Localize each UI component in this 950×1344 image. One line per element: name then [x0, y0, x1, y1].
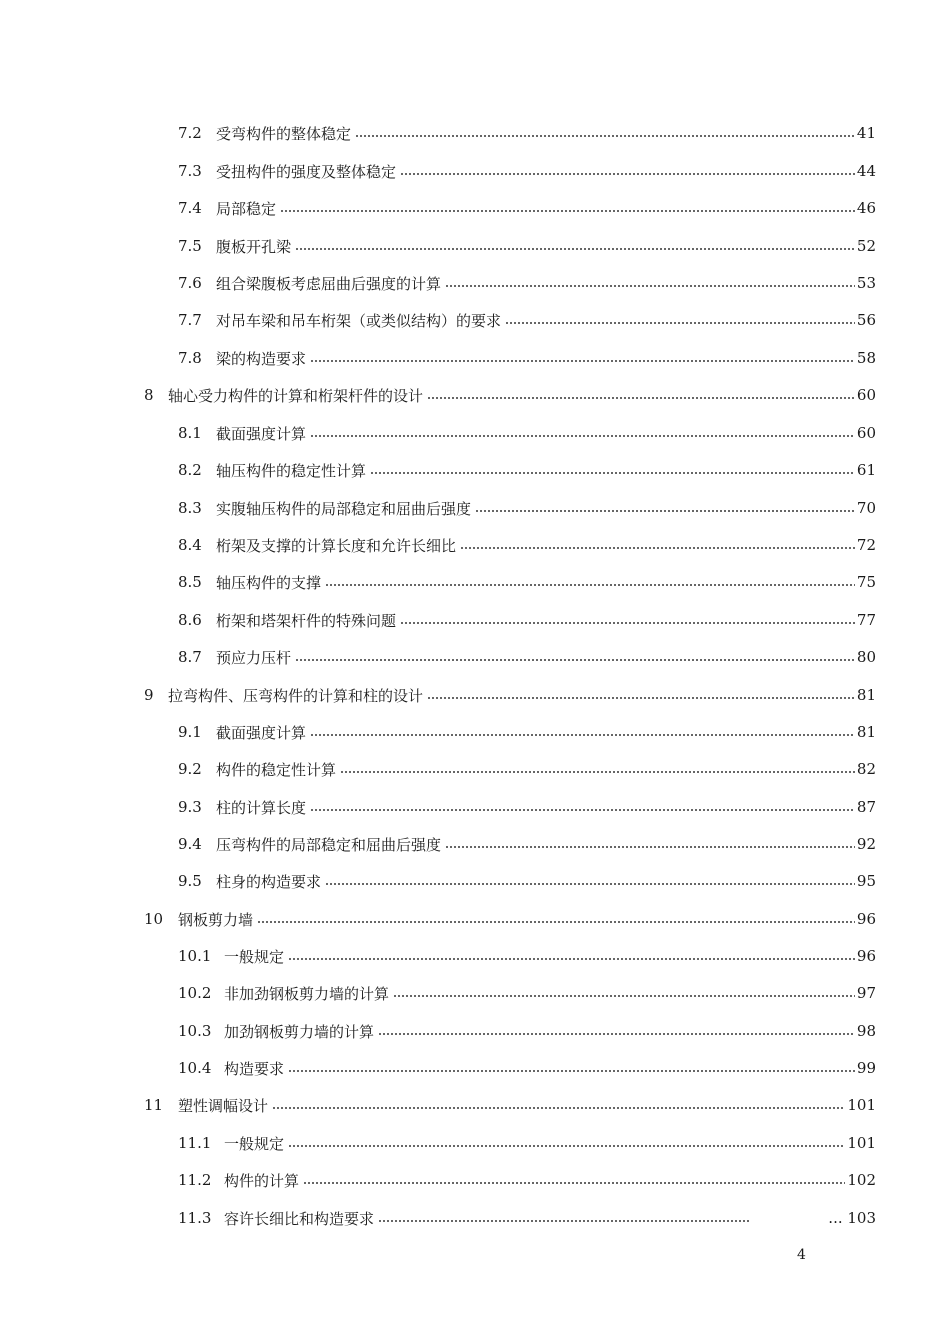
toc-title: 钢板剪力墙 [178, 910, 254, 929]
toc-entry[interactable] [178, 195, 876, 221]
toc-page-number: 56 [856, 311, 876, 329]
toc-page-number: 41 [856, 124, 876, 142]
toc-page-number: 81 [856, 723, 876, 741]
dot-leader [427, 690, 855, 700]
toc-entry[interactable] [178, 1205, 876, 1231]
toc-title: 构件的稳定性计算 [216, 760, 337, 779]
toc-entry[interactable] [178, 345, 876, 371]
dot-leader [310, 727, 855, 737]
toc-title: 局部稳定 [216, 199, 277, 218]
toc-title: 组合梁腹板考虑屈曲后强度的计算 [216, 274, 442, 293]
toc-title: 实腹轴压构件的局部稳定和屈曲后强度 [216, 499, 472, 518]
toc-title: 轴心受力构件的计算和桁架杆件的设计 [168, 386, 424, 405]
toc-page-number: 60 [856, 386, 876, 404]
toc-number: 7.3 [178, 162, 202, 180]
toc-number: 8 [144, 386, 154, 404]
dot-leader [400, 615, 855, 625]
toc-page-number: 99 [856, 1059, 876, 1077]
toc-entry[interactable] [178, 270, 876, 296]
toc-title: 一般规定 [224, 1134, 285, 1153]
toc-number: 8.3 [178, 499, 202, 517]
dot-leader [288, 1063, 855, 1073]
toc-title: 轴压构件的支撑 [216, 573, 322, 592]
toc-number: 8.6 [178, 611, 202, 629]
toc-page-number: 95 [856, 872, 876, 890]
toc-page-number: 96 [856, 910, 876, 928]
dot-leader [370, 465, 855, 475]
toc-entry[interactable] [178, 756, 876, 782]
toc-entry[interactable] [178, 719, 876, 745]
toc-page-number: 53 [856, 274, 876, 292]
dot-leader [272, 1100, 845, 1110]
toc-title: 受扭构件的强度及整体稳定 [216, 162, 397, 181]
dot-leader [257, 914, 855, 924]
toc-page-number: 52 [856, 237, 876, 255]
toc-page-number: 58 [856, 349, 876, 367]
dot-leader [460, 540, 855, 550]
toc-chapter-entry[interactable] [144, 1092, 876, 1118]
dot-leader [393, 988, 855, 998]
toc-number: 7.4 [178, 199, 202, 217]
toc-page-number: 92 [856, 835, 876, 853]
toc-number: 8.2 [178, 461, 202, 479]
toc-entry[interactable] [178, 831, 876, 857]
toc-number: 9.3 [178, 798, 202, 816]
dot-leader [295, 652, 855, 662]
toc-title: 容许长细比和构造要求 [224, 1209, 375, 1228]
dot-leader [303, 1175, 845, 1185]
dot-leader [378, 1026, 855, 1036]
toc-entry[interactable] [178, 569, 876, 595]
toc-title: 柱的计算长度 [216, 798, 307, 817]
toc-page-number: ... 103 [828, 1209, 876, 1227]
toc-number: 7.7 [178, 311, 202, 329]
dot-leader [505, 315, 855, 325]
dot-leader [340, 764, 855, 774]
toc-entry[interactable] [178, 1055, 876, 1081]
toc-page-number: 97 [856, 984, 876, 1002]
toc-page-number: 98 [856, 1022, 876, 1040]
toc-entry[interactable] [178, 532, 876, 558]
toc-entry[interactable] [178, 120, 876, 146]
toc-title: 预应力压杆 [216, 648, 292, 667]
toc-number: 11.1 [178, 1134, 212, 1152]
toc-number: 8.4 [178, 536, 202, 554]
toc-title: 柱身的构造要求 [216, 872, 322, 891]
toc-number: 9.5 [178, 872, 202, 890]
dot-leader [325, 577, 855, 587]
dot-leader [378, 1213, 750, 1223]
toc-number: 11.3 [178, 1209, 212, 1227]
toc-page-number: 96 [856, 947, 876, 965]
toc-page-number: 72 [856, 536, 876, 554]
toc-title: 对吊车梁和吊车桁架（或类似结构）的要求 [216, 311, 502, 330]
dot-leader [310, 802, 855, 812]
toc-title: 拉弯构件、压弯构件的计算和柱的设计 [168, 686, 424, 705]
dot-leader [355, 128, 855, 138]
toc-page-number: 102 [847, 1171, 876, 1189]
toc-chapter-entry[interactable] [144, 382, 876, 408]
toc-title: 截面强度计算 [216, 424, 307, 443]
toc-page-number: 70 [856, 499, 876, 517]
toc-title: 压弯构件的局部稳定和屈曲后强度 [216, 835, 442, 854]
toc-number: 8.1 [178, 424, 202, 442]
toc-number: 7.6 [178, 274, 202, 292]
toc-number: 8.7 [178, 648, 202, 666]
toc-page-number: 82 [856, 760, 876, 778]
dot-leader [400, 166, 855, 176]
toc-number: 9.4 [178, 835, 202, 853]
toc-chapter-entry[interactable] [144, 682, 876, 708]
toc-page-number: 61 [856, 461, 876, 479]
toc-title: 截面强度计算 [216, 723, 307, 742]
dot-leader [288, 1138, 845, 1148]
toc-title: 非加劲钢板剪力墙的计算 [224, 984, 390, 1003]
toc-entry[interactable] [178, 1130, 876, 1156]
toc-title: 加劲钢板剪力墙的计算 [224, 1022, 375, 1041]
toc-title: 构造要求 [224, 1059, 285, 1078]
toc-number: 10.2 [178, 984, 212, 1002]
toc-entry[interactable] [178, 457, 876, 483]
toc-entry[interactable] [178, 644, 876, 670]
toc-number: 7.5 [178, 237, 202, 255]
toc-number: 9 [144, 686, 154, 704]
toc-page-number: 101 [847, 1096, 876, 1114]
toc-entry[interactable] [178, 1167, 876, 1193]
dot-leader [325, 876, 855, 886]
toc-entry[interactable] [178, 980, 876, 1006]
toc-number: 9.1 [178, 723, 202, 741]
toc-entry[interactable] [178, 868, 876, 894]
toc-number: 7.8 [178, 349, 202, 367]
toc-entry[interactable] [178, 943, 876, 969]
toc-page-number: 87 [856, 798, 876, 816]
dot-leader [288, 951, 855, 961]
toc-number: 10.1 [178, 947, 212, 965]
toc-entry[interactable] [178, 607, 876, 633]
toc-page-number: 77 [856, 611, 876, 629]
toc-number: 10 [144, 910, 164, 928]
dot-leader [280, 203, 855, 213]
toc-title: 轴压构件的稳定性计算 [216, 461, 367, 480]
toc-number: 7.2 [178, 124, 202, 142]
toc-number: 11.2 [178, 1171, 212, 1189]
toc-entry[interactable] [178, 794, 876, 820]
toc-title: 梁的构造要求 [216, 349, 307, 368]
toc-title: 构件的计算 [224, 1171, 300, 1190]
toc-title: 腹板开孔梁 [216, 237, 292, 256]
toc-entry[interactable] [178, 420, 876, 446]
dot-leader [295, 241, 855, 251]
toc-number: 11 [144, 1096, 164, 1114]
dot-leader [310, 353, 855, 363]
toc-page-number: 44 [856, 162, 876, 180]
toc-entry[interactable] [178, 307, 876, 333]
dot-leader [445, 278, 855, 288]
toc-entry[interactable] [178, 1018, 876, 1044]
toc-title: 桁架和塔架杆件的特殊问题 [216, 611, 397, 630]
toc-entry[interactable] [178, 233, 876, 259]
toc-title: 塑性调幅设计 [178, 1096, 269, 1115]
toc-number: 10.3 [178, 1022, 212, 1040]
toc-page-number: 75 [856, 573, 876, 591]
toc-entry[interactable] [178, 158, 876, 184]
toc-chapter-entry[interactable] [144, 906, 876, 932]
toc-title: 桁架及支撑的计算长度和允许长细比 [216, 536, 457, 555]
toc-page-number: 80 [856, 648, 876, 666]
toc-number: 9.2 [178, 760, 202, 778]
dot-leader [445, 839, 855, 849]
footer-page-number: 4 [797, 1247, 806, 1263]
toc-page-number: 101 [847, 1134, 876, 1152]
toc-page-number: 81 [856, 686, 876, 704]
toc-page-number: 46 [856, 199, 876, 217]
toc-page-number: 60 [856, 424, 876, 442]
toc-title: 一般规定 [224, 947, 285, 966]
dot-leader [427, 390, 855, 400]
toc-number: 8.5 [178, 573, 202, 591]
dot-leader [310, 428, 855, 438]
toc-number: 10.4 [178, 1059, 212, 1077]
dot-leader [475, 503, 855, 513]
toc-entry[interactable] [178, 495, 876, 521]
toc-title: 受弯构件的整体稳定 [216, 124, 352, 143]
